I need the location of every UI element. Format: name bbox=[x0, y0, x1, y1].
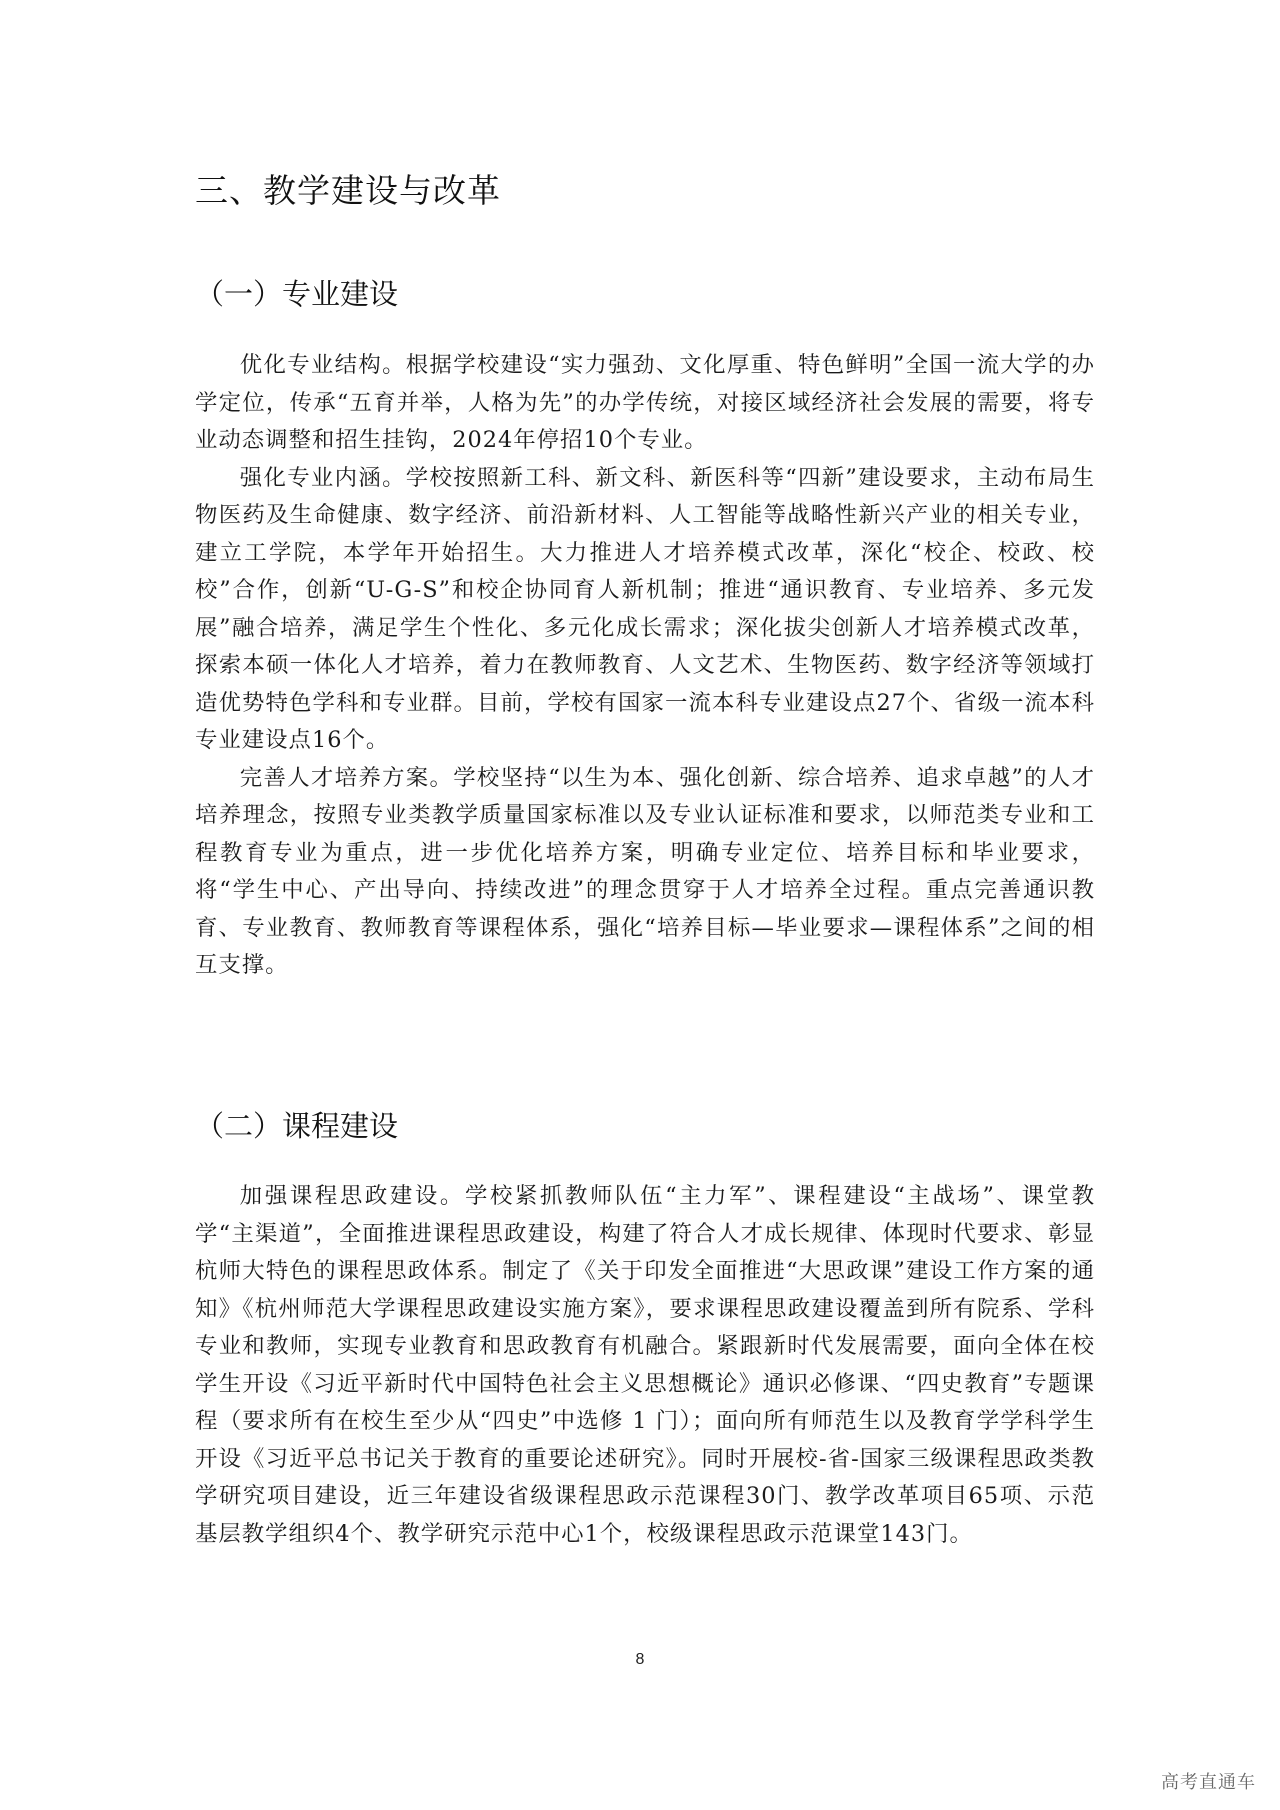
subsection-body-major-construction bbox=[195, 347, 1095, 985]
paragraph-strengthen-connotation: 强化专业内涵。学校按照新工科、新文科、新医科等“四新”建设要求，主动布局生物医药及生命健康、数字经济、前沿新材料、人工智能等战略性新兴产业的相关专业，建立工学院，本学年开始招生。大力推进人才培养模式改革，深化“校企、校政、校校”合作，创新“U-G-S”和校企协同育人新机制；推进“通识教育、专业培养、多元发展”融合培养，满足学生个性化、多元化成长需求；深化拔尖创新人才培养模式改革，探索本硕一体化人才培养，着力在教师教育、人文艺术、生物医药、数字经济等领域打造优势特色学科和专业群。目前，学校有国家一流本科专业建设点27个、省级一流本科专业建设点16个。 bbox=[195, 464, 1095, 753]
watermark-text: 高考直通车 bbox=[1161, 1772, 1256, 1793]
paragraph-course-ideology: 加强课程思政建设。学校紧抓教师队伍“主力军”、课程建设“主战场”、课堂教学“主渠道”，全面推进课程思政建设，构建了符合人才成长规律、体现时代要求、彰显杭师大特色的课程思政体系。制定了《关于印发全面推进“大思政课”建设工作方案的通知》《杭州师范大学课程思政建设实施方案》，要求课程思政建设覆盖到所有院系、学科专业和教师，实现专业教育和思政教育有机融合。紧跟新时代发展需要，面向全体在校学生开设《习近平新时代中国特色社会主义思想概论》通识必修课、“四史教育”专题课程（要求所有在校生至少从“四史”中选修 1 门）；面向所有师范生以及教育学学科学生开设《习近平总书记关于教育的重要论述研究》。同时开展校-省-国家三级课程思政类教学研究项目建设，近三年建设省级课程思政示范课程30门、教学改革项目65项、示范基层教学组织4个、教学研究示范中心1个，校级课程思政示范课堂143门。 bbox=[195, 1183, 1095, 1547]
subsection-title-major-construction: （一）专业建设 bbox=[195, 277, 399, 311]
subsection-title-course-construction: （二）课程建设 bbox=[195, 1109, 399, 1143]
section-title: 三、教学建设与改革 bbox=[195, 171, 501, 210]
paragraph-optimize-structure: 优化专业结构。根据学校建设“实力强劲、文化厚重、特色鲜明”全国一流大学的办学定位，传承“五育并举，人格为先”的办学传统，对接区域经济社会发展的需要，将专业动态调整和招生挂钩，2024年停招10个专业。 bbox=[195, 352, 1095, 453]
page-number: 8 bbox=[635, 1651, 645, 1668]
paragraph-improve-training-plan: 完善人才培养方案。学校坚持“以生为本、强化创新、综合培养、追求卓越”的人才培养理念，按照专业类教学质量国家标准以及专业认证标准和要求，以师范类专业和工程教育专业为重点，进一步优化培养方案，明确专业定位、培养目标和毕业要求，将“学生中心、产出导向、持续改进”的理念贯穿于人才培养全过程。重点完善通识教育、专业教育、教师教育等课程体系，强化“培养目标—毕业要求—课程体系”之间的相互支撑。 bbox=[195, 764, 1095, 978]
subsection-body-course-construction bbox=[195, 1178, 1095, 1553]
